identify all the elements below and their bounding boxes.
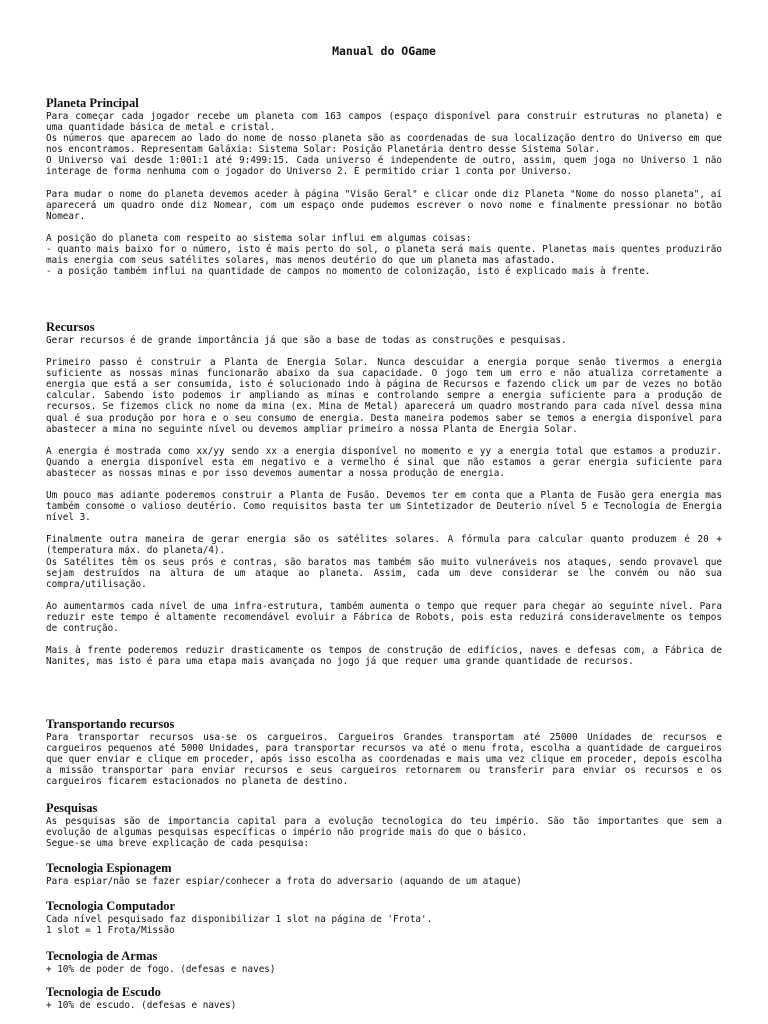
section-heading: Tecnologia de Escudo xyxy=(46,985,161,999)
paragraph xyxy=(46,1000,722,1011)
paragraph xyxy=(46,645,722,667)
text-line: Ao aumentarmos cada nível de uma infra-estrutura, também aumenta o tempo que requer para chegar ao seguinte nível. Para reduzir este tempo é altamente recomendável evoluir a Fábrica de Robots, pois esta reduzirá consideravelmente os tempos de contrução. xyxy=(46,600,722,634)
paragraph xyxy=(46,601,722,634)
text-line: + 10% de escudo. (defesas e naves) xyxy=(46,1000,237,1011)
text-line: Um pouco mas adiante poderemos construir a Planta de Fusão. Devemos ter em conta que a Planta de Fusão gera energia mas também consome o valioso deutério. Como requisitos basta ter um Sintetizador de Deuterio nível 5 e Tecnologia de Energia nível 3. xyxy=(46,490,722,524)
paragraph xyxy=(46,357,722,435)
paragraph xyxy=(46,534,722,589)
text-line: A energia é mostrada como xx/yy sendo xx a energia disponível no momento e yy a energia total que estamos a produzir. Quando a energia disponível esta em negativo e a vermelho é sinal que não estamos a gerar energia suficiente para abastecer as nossas minas e por isso devemos aumentar a nossa produção de energia. xyxy=(46,445,722,479)
text-line: A posição do planeta com respeito ao sistema solar influi em algumas coisas: xyxy=(46,232,472,244)
section xyxy=(46,861,722,887)
text-line: Gerar recursos é de grande importância já que são a base de todas as construções e pesquisas. xyxy=(46,335,567,346)
section xyxy=(46,320,722,667)
section xyxy=(46,899,722,936)
text-line: - a posição também influi na quantidade de campos no momento de colonização, isto é explicado mais à frente. xyxy=(46,266,651,278)
paragraph xyxy=(46,876,722,887)
text-line: Para mudar o nome do planeta devemos aceder à página "Visão Geral" e clicar onde diz Planeta "Nome do nosso planeta", aí aparecerá um quadro onde diz Nomear, com um espaço onde pudemos escrever o novo nome e finalmente pressionar no botão Nomear. xyxy=(46,188,722,222)
paragraph xyxy=(46,914,722,936)
document-title: Manual do OGame xyxy=(332,44,436,58)
paragraph xyxy=(46,335,722,346)
section-heading: Tecnologia Espionagem xyxy=(46,861,172,875)
paragraph xyxy=(46,964,722,975)
paragraph xyxy=(46,233,722,277)
section-heading: Recursos xyxy=(46,320,95,334)
text-line: Os números que aparecem ao lado do nome de nosso planeta são as coordenadas de sua localização dentro do Universo em que nos encontramos. Representam Galáxia: Sistema Solar: Posição Planetária dentro desse Sistema Solar. xyxy=(46,133,722,156)
paragraph xyxy=(46,816,722,849)
paragraph xyxy=(46,111,722,178)
section xyxy=(46,801,722,849)
text-line: Segue-se uma breve explicação de cada pesquisa: xyxy=(46,838,310,850)
paragraph xyxy=(46,446,722,479)
section-heading: Planeta Principal xyxy=(46,96,139,110)
paragraph xyxy=(46,490,722,523)
text-line: Para espiar/não se fazer espiar/conhecer a frota do adversario (aquando de um ataque) xyxy=(46,876,522,887)
text-line: As pesquisas são de importancia capital para a evolução tecnologica do teu império. São tão importantes que sem a evolução de algumas pesquisas específicas o império não progride mais do que o básico. xyxy=(46,816,722,839)
section xyxy=(46,717,722,787)
paragraph xyxy=(46,732,722,787)
text-line: Os Satélites têm os seus prós e contras, são baratos mas também são muito vulneráveis nos ataques, sendo provavel que sejam destruídos na altura de um ataque ao planeta. Assim, cada um deve considerar se lhe convém ou não sua compra/utilisação. xyxy=(46,556,722,590)
section xyxy=(46,96,722,277)
text-line: Finalmente outra maneira de gerar energia são os satélites solares. A fórmula para calcular quanto produzem é 20 + (temperatura máx. do planeta/4). xyxy=(46,534,722,557)
text-line: 1 slot = 1 Frota/Missão xyxy=(46,925,175,937)
section-heading: Pesquisas xyxy=(46,801,98,815)
text-line: Cada nível pesquisado faz disponibilizar 1 slot na página de 'Frota'. xyxy=(46,914,433,925)
section-heading: Tecnologia de Armas xyxy=(46,949,158,963)
text-line: - quanto mais baixo for o número, isto é mais perto do sol, o planeta será mais quente. Planetas mais quentes produzirão mais energia com seus satélites solares, mas menos deutério do que um planeta mas afastado. xyxy=(46,243,722,267)
text-line: Mais à frente poderemos reduzir drasticamente os tempos de construção de edifícios, naves e defesas com, a Fábrica de Nanites, mas isto é para uma etapa mais avançada no jogo já que requer uma grande quantidade de recursos. xyxy=(46,645,722,668)
text-line: O Universo vai desde 1:001:1 até 9:499:15. Cada universo é independente de outro, assim, quem joga no Universo 1 não interage de forma nenhuma com o jogador do Universo 2. É permitido criar 1 conta por Universo. xyxy=(46,155,722,178)
section xyxy=(46,949,722,975)
text-line: Para transportar recursos usa-se os cargueiros. Cargueiros Grandes transportam até 25000 Unidades de recursos e cargueiros pequenos até 5000 Unidades, para transportar recursos va até o menu frota, escolha a quantidade de cargueiros que quer enviar e clique em proceder, após isso escolha as coordenadas e mais uma vez clique em proceder, depois escolha a missão transportar para enviar recursos e seus cargueiros retornarem ou transferir para enviar os recursos e os cargueiros ficarem estacionados no planeta de destino. xyxy=(46,732,722,788)
text-line: Primeiro passo é construir a Planta de Energia Solar. Nunca descuidar a energia porque senão tivermos a energia suficiente as nossas minas funcionarão abaixo da sua capacidade. O jogo tem um erro e não atualiza corretamente a energia que está a ser consumida, isto é solucionado indo à página de Recursos e fazendo click um par de vezes no botão calcular. Sabendo isto podemos ir ampliando as minas e controlando sempre a energia suficiente para a produção de recursos. Se fizemos click no nome da mina (ex. Mina de Metal) aparecerá um quadro mostrando para cada nível dessa mina qual é sua produção por hora e o seu consumo de energia. Desta maneira podemos saber se temos a energia disponível para abastecer a mina no seguinte nível ou devemos ampliar primeiro a nossa Planta de Energia Solar. xyxy=(46,357,722,435)
section xyxy=(46,985,722,1011)
paragraph xyxy=(46,189,722,222)
section-heading: Transportando recursos xyxy=(46,717,175,731)
text-line: Para começar cada jogador recebe um planeta com 163 campos (espaço disponível para construir estruturas no planeta) e uma quantidade básica de metal e cristal. xyxy=(46,111,722,134)
text-line: + 10% de poder de fogo. (defesas e naves) xyxy=(46,964,276,975)
section-heading: Tecnologia Computador xyxy=(46,899,176,913)
